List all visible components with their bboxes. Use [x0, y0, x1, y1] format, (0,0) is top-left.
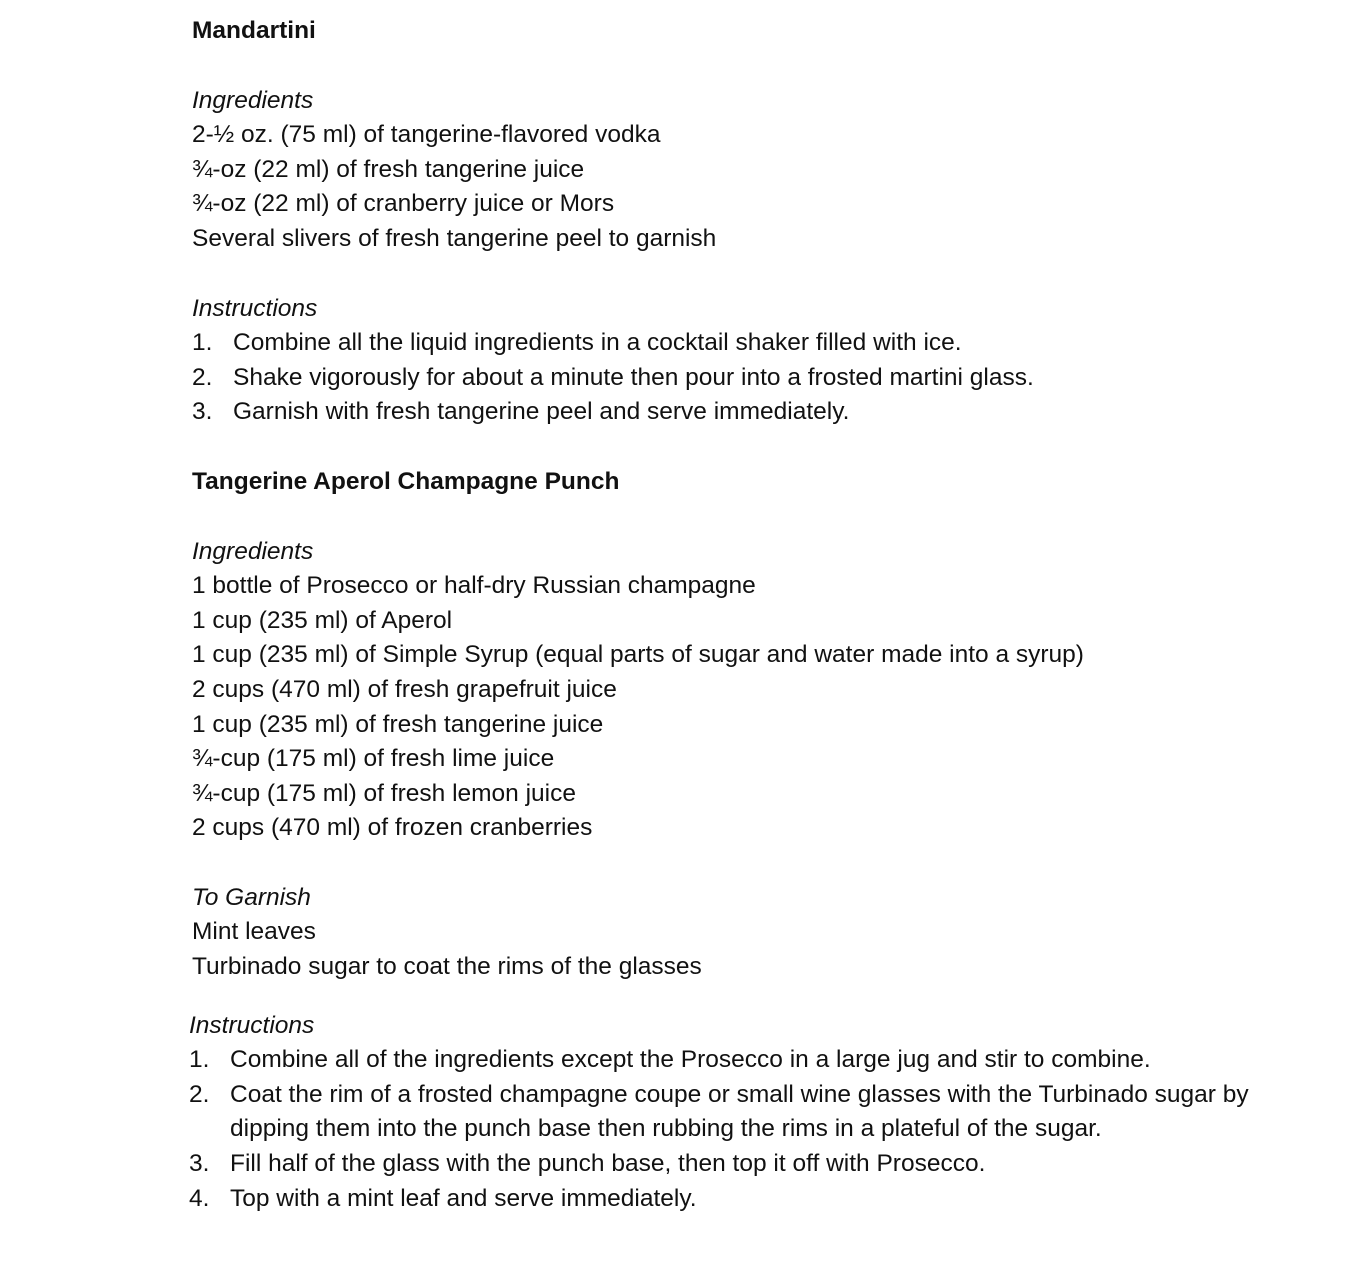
ingredient-item: 1 cup (235 ml) of Simple Syrup (equal parts of sugar and water made into a syrup)	[192, 641, 1084, 669]
instruction-step	[189, 1147, 1302, 1182]
instructions-heading: Instructions	[192, 294, 318, 322]
step-number: 2.	[192, 363, 213, 391]
instruction-step	[189, 1043, 1302, 1078]
spacer	[192, 49, 1302, 84]
step-text: Garnish with fresh tangerine peel and serve immediately.	[233, 398, 850, 426]
ingredient-item: 2 cups (470 ml) of fresh grapefruit juice	[192, 675, 617, 703]
ingredient-item: ¾-cup (175 ml) of fresh lime juice	[192, 745, 555, 773]
step-text: Combine all of the ingredients except the Prosecco in a large jug and stir to combine.	[230, 1046, 1151, 1074]
ingredient-item: ¾-oz (22 ml) of cranberry juice or Mors	[192, 190, 615, 218]
ingredient-item: ¾-oz (22 ml) of fresh tangerine juice	[192, 155, 585, 183]
instructions-heading: Instructions	[189, 1011, 315, 1039]
instructions-list	[192, 326, 1302, 430]
spacer	[192, 430, 1302, 465]
ingredient-item: Several slivers of fresh tangerine peel to garnish	[192, 224, 717, 252]
ingredient-item: 1 bottle of Prosecco or half-dry Russian champagne	[192, 572, 756, 600]
recipe-title: Tangerine Aperol Champagne Punch	[192, 467, 620, 495]
step-text: Top with a mint leaf and serve immediately.	[230, 1184, 697, 1212]
ingredient-item: ¾-cup (175 ml) of fresh lemon juice	[192, 779, 576, 807]
spacer	[192, 257, 1302, 292]
spacer	[192, 846, 1302, 881]
instruction-step	[189, 1078, 1302, 1147]
instruction-step	[192, 361, 1302, 396]
ingredient-item: 1 cup (235 ml) of fresh tangerine juice	[192, 710, 604, 738]
ingredient-item: 2-½ oz. (75 ml) of tangerine-flavored vodka	[192, 121, 661, 149]
step-number: 2.	[189, 1080, 210, 1108]
step-text: Combine all the liquid ingredients in a cocktail shaker filled with ice.	[233, 329, 962, 357]
spacer	[192, 985, 1302, 1009]
instruction-step	[189, 1182, 1302, 1217]
step-number: 1.	[189, 1046, 210, 1074]
instructions-list	[189, 1043, 1302, 1216]
step-number: 3.	[189, 1150, 210, 1178]
step-text: Coat the rim of a frosted champagne coupe or small wine glasses with the Turbinado sugar by dipping them into the punch base then rubbing the rims in a plateful of the sugar.	[230, 1080, 1249, 1143]
instruction-step	[192, 395, 1302, 430]
ingredients-heading: Ingredients	[192, 86, 314, 114]
step-number: 4.	[189, 1184, 210, 1212]
garnish-heading: To Garnish	[192, 883, 311, 911]
recipe-document	[189, 14, 1302, 1216]
ingredient-item: 1 cup (235 ml) of Aperol	[192, 606, 453, 634]
step-text: Fill half of the glass with the punch base, then top it off with Prosecco.	[230, 1150, 986, 1178]
instructions-section	[189, 1009, 1302, 1217]
step-number: 1.	[192, 329, 213, 357]
ingredient-item: 2 cups (470 ml) of frozen cranberries	[192, 814, 593, 842]
garnish-item: Mint leaves	[192, 918, 316, 946]
spacer	[192, 500, 1302, 535]
step-number: 3.	[192, 398, 213, 426]
step-text: Shake vigorously for about a minute then pour into a frosted martini glass.	[233, 363, 1034, 391]
ingredients-heading: Ingredients	[192, 537, 314, 565]
recipe-title: Mandartini	[192, 17, 316, 44]
instruction-step	[192, 326, 1302, 361]
garnish-item: Turbinado sugar to coat the rims of the glasses	[192, 953, 702, 981]
